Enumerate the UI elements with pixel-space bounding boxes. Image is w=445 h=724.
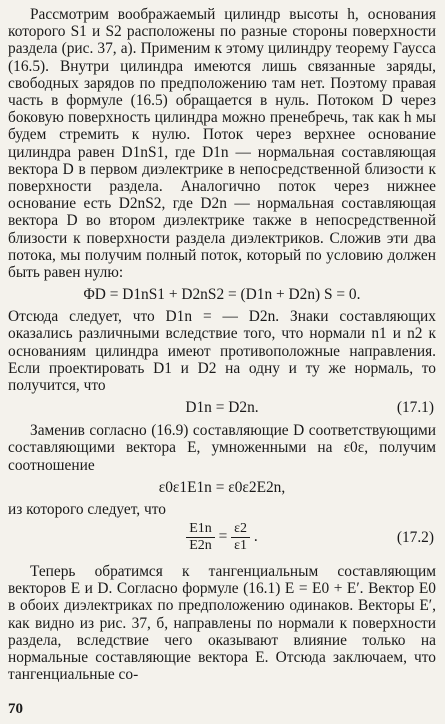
fraction-field-ratio	[186, 521, 215, 554]
equation-17-1-text: D1n = D2n.	[185, 399, 259, 417]
equation-total-flux-text: ΦD = D1nS1 + D2nS2 = (D1n + D2n) S = 0.	[83, 286, 361, 304]
end-period: .	[253, 528, 258, 546]
paragraph-normal-components: Отсюда следует, что D1n = — D2n. Знаки составляющих оказались различными вследствие того, что нормали n1 и n2 к основаниям цилиндра имеют противоположные направления. Если проектировать D1 и D2 на одну и ту же нормаль, то получится, что	[8, 308, 436, 395]
equation-permittivity-relation-text: ε0ε1E1n = ε0ε2E2n,	[158, 478, 286, 496]
page-number: 70	[8, 701, 23, 717]
fraction-field-denominator: E2n	[189, 538, 212, 554]
equation-17-1	[8, 399, 436, 417]
equation-17-2	[8, 521, 436, 554]
fraction-permittivity-ratio	[231, 521, 250, 554]
paragraph-from-which: из которого следует, что	[8, 500, 166, 518]
equals-sign: =	[218, 528, 228, 546]
fraction-permittivity-numerator: ε2	[231, 521, 250, 538]
equation-17-2-body	[186, 521, 258, 554]
equation-number-17-2: (17.2)	[396, 529, 434, 547]
fraction-field-numerator: E1n	[186, 521, 215, 538]
equation-total-flux	[8, 286, 436, 304]
equation-permittivity-relation	[8, 479, 436, 497]
equation-number-17-1: (17.1)	[396, 399, 434, 417]
paragraph-tangential-components: Теперь обратимся к тангенциальным составляющим векторов E и D. Согласно формуле (16.1) E = E0 + E′. Вектор E0 в обоих диэлектриках по предположению одинаков. Векторы E′, как видно из рис. 37, б, направлены по нормали к поверхности раздела, вследствие чего оказывают влияние только на нормальные составляющие вектора E. Отсюда заключаем, что тангенциальные со-	[8, 563, 436, 684]
paragraph-replace-components: Заменив согласно (16.9) составляющие D соответствующими составляющими вектора E, умноженными на ε0ε, получим соотношение	[8, 422, 436, 474]
fraction-permittivity-denominator: ε1	[234, 538, 248, 554]
paragraph-cylinder-gauss: Рассмотрим воображаемый цилиндр высоты h, основания которого S1 и S2 расположены по разные стороны поверхности раздела (рис. 37, а). Применим к этому цилиндру теорему Гаусса (16.5). Внутри цилиндра имеются лишь связанные заряды, свободных зарядов по предположению там нет. Поэтому правая часть в формуле (16.5) обращается в нуль. Потоком D через боковую поверхность цилиндра можно пренебречь, так как h мы будем стремить к нулю. Поток через верхнее основание цилиндра равен D1nS1, где D1n — нормальная составляющая вектора D в первом диэлектрике в непосредственной близости к поверхности раздела. Аналогично поток через нижнее основание есть D2nS2, где D2n — нормальная составляющая вектора D во втором диэлектрике также в непосредственной близости к поверхности раздела диэлектриков. Сложив эти два потока, мы получим полный поток, который по условию должен быть равен нулю:	[8, 6, 436, 282]
